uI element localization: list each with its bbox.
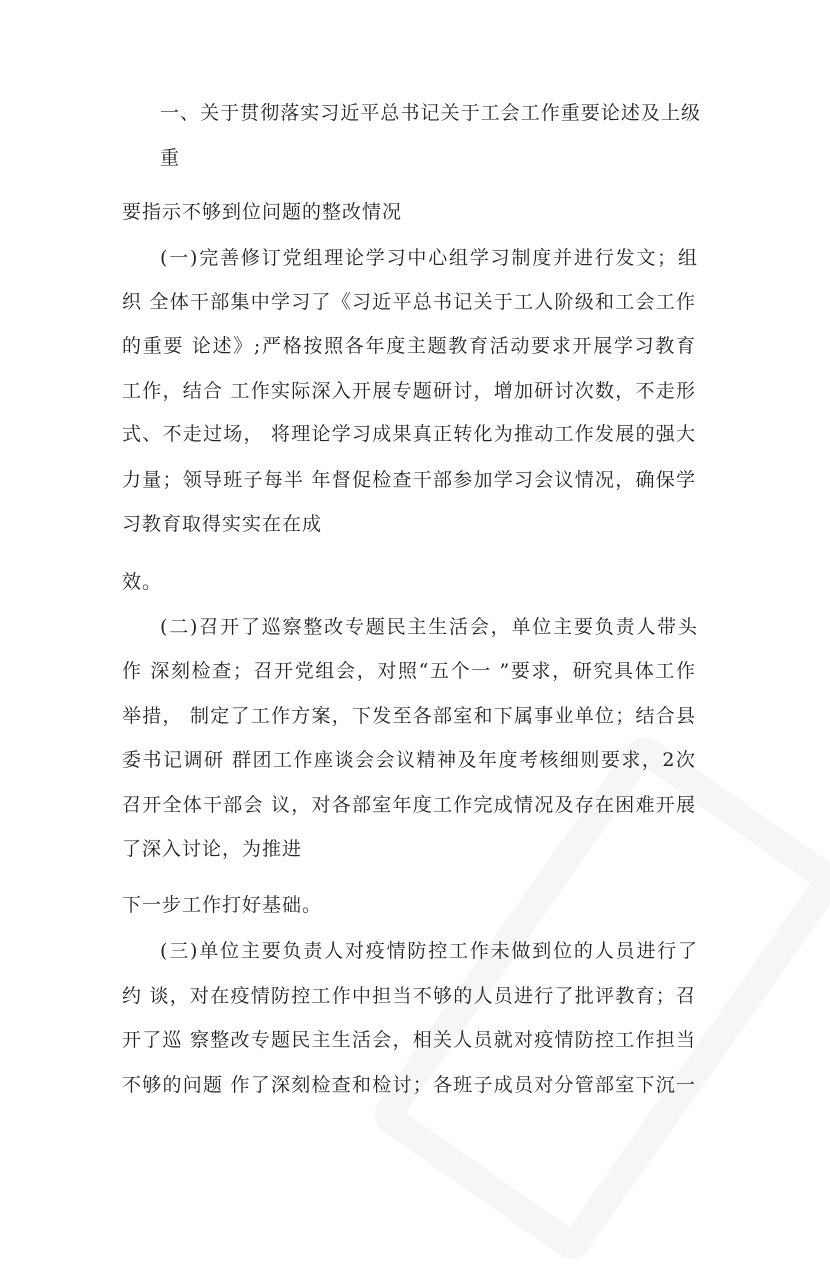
paragraph-line: (三)单位主要负责人对疫情防控工作未做到位的人员进行了 [160,940,697,962]
paragraph-line: 的重要 论述》;严格按照各年度主题教育活动要求开展学习教育 [122,335,695,357]
section-heading-cont: 要指示不够到位问题的整改情况 [122,201,403,223]
paragraph-line: 力量；领导班子每半 年督促检查干部参加学习会议情况，确保学 [122,469,695,491]
paragraph-line: (一)完善修订党组理论学习中心组学习制度并进行发文；组 [160,247,697,269]
paragraph-line: 委书记调研 群团工作座谈会会议精神及年度考核细则要求，2次 [122,749,695,771]
paragraph-line: 了深入讨论，为推进 [122,838,303,860]
paragraph-line: (二)召开了巡察整改专题民主生活会，单位主要负责人带头 [160,616,697,638]
paragraph-line: 召开全体干部会 议，对各部室年度工作完成情况及存在困难开展 [122,794,695,816]
paragraph-line: 效。 [122,571,163,593]
paragraph-line: 不够的问题 作了深刻检查和检讨；各班子成员对分管部室下沉一 [122,1074,695,1096]
section-heading: 一、关于贯彻落实习近平总书记关于工会工作重要论述及上级 [160,102,700,124]
paragraph-line: 式、不走过场， 将理论学习成果真正转化为推动工作发展的强大 [122,423,695,445]
paragraph-line: 工作，结合 工作实际深入开展专题研讨，增加研讨次数，不走形 [122,380,695,402]
paragraph-line: 约 谈，对在疫情防控工作中担当不够的人员进行了批评教育；召 [122,985,695,1007]
section-heading-cont: 重 [160,147,181,169]
paragraph-line: 织 全体干部集中学习了《习近平总书记关于工人阶级和工会工作 [122,291,695,313]
paragraph-line: 举措， 制定了工作方案，下发至各部室和下属事业单位；结合县 [122,705,695,727]
paragraph-line: 下一步工作打好基础。 [122,894,323,916]
paragraph-line: 习教育取得实实在在成 [122,513,323,535]
paragraph-line: 开了巡 察整改专题民主生活会，相关人员就对疫情防控工作担当 [122,1029,695,1051]
paragraph-line: 作 深刻检查；召开党组会，对照“五个一 ”要求，研究具体工作 [122,660,695,682]
